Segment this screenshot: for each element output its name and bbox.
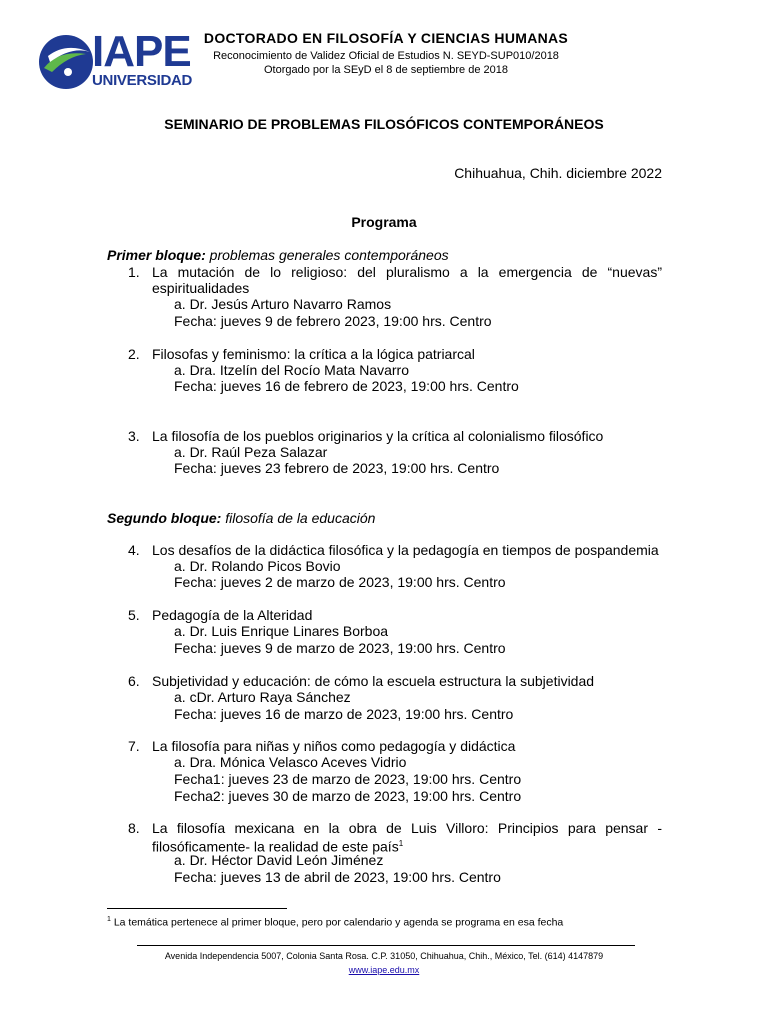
session-date: Fecha: jueves 16 de febrero de 2023, 19:00 hrs. Centro	[174, 378, 519, 394]
item-number: 2.	[128, 346, 140, 362]
speaker: a. Dr. Jesús Arturo Navarro Ramos	[174, 296, 392, 312]
item-number: 8.	[128, 820, 140, 836]
item-number: 3.	[128, 428, 140, 444]
program-heading: Programa	[351, 214, 417, 230]
block-topic: filosofía de la educación	[221, 510, 376, 526]
rvoe-line: Reconocimiento de Validez Oficial de Estudios N. SEYD-SUP010/2018	[213, 50, 559, 62]
item-title-text: filosóficamente- la realidad de este país	[152, 838, 399, 855]
item-number: 5.	[128, 607, 140, 623]
footnote	[107, 916, 563, 929]
block-label: Primer bloque:	[107, 247, 206, 263]
speaker: a. Dr. Luis Enrique Linares Borboa	[174, 623, 389, 639]
footer-divider	[137, 945, 635, 946]
session-date: Fecha: jueves 16 de marzo de 2023, 19:00 hrs. Centro	[174, 706, 514, 722]
item-title: Los desafíos de la didáctica filosófica y la pedagogía en tiempos de pospandemia	[152, 542, 659, 558]
website-link[interactable]: www.iape.edu.mx	[348, 965, 420, 975]
session-date: Fecha: jueves 9 de marzo de 2023, 19:00 hrs. Centro	[174, 640, 506, 656]
session-date: Fecha: jueves 23 febrero de 2023, 19:00 hrs. Centro	[174, 460, 500, 476]
item-number: 4.	[128, 542, 140, 558]
item-title: Pedagogía de la Alteridad	[152, 607, 313, 623]
seminar-title: SEMINARIO DE PROBLEMAS FILOSÓFICOS CONTEMPORÁNEOS	[164, 116, 604, 132]
item-number: 7.	[128, 738, 140, 754]
speaker: a. Dr. Raúl Peza Salazar	[174, 444, 328, 460]
place-date: Chihuahua, Chih. diciembre 2022	[454, 165, 662, 181]
footnote-divider	[107, 908, 287, 909]
item-title: La filosofía para niñas y niños como pedagogía y didáctica	[152, 738, 516, 754]
session-date: Fecha: jueves 2 de marzo de 2023, 19:00 hrs. Centro	[174, 574, 506, 590]
globe-icon	[38, 32, 98, 92]
session-date: Fecha2: jueves 30 de marzo de 2023, 19:00 hrs. Centro	[174, 788, 522, 804]
block-topic: problemas generales contemporáneos	[205, 247, 449, 263]
footnote-mark: 1	[107, 916, 111, 923]
granted-line: Otorgado por la SEyD el 8 de septiembre de 2018	[264, 64, 508, 76]
logo-wordmark: IAPE	[92, 27, 191, 76]
block-label: Segundo bloque:	[107, 510, 222, 526]
item-title: La mutación de lo religioso: del pluralismo a la emergencia de “nuevas”	[152, 264, 662, 280]
session-date: Fecha: jueves 9 de febrero 2023, 19:00 hrs. Centro	[174, 313, 492, 329]
speaker: a. Dra. Mónica Velasco Aceves Vidrio	[174, 754, 407, 770]
session-date: Fecha: jueves 13 de abril de 2023, 19:00 hrs. Centro	[174, 869, 501, 885]
item-title: La filosofía de los pueblos originarios y la crítica al colonialismo filosófico	[152, 428, 604, 444]
logo-subtitle: UNIVERSIDAD	[92, 72, 193, 89]
block-heading	[107, 247, 449, 263]
session-date: Fecha1: jueves 23 de marzo de 2023, 19:00 hrs. Centro	[174, 771, 522, 787]
footer-address: Avenida Independencia 5007, Colonia Santa Rosa. C.P. 31050, Chihuahua, Chih., México, Tel. (614) 4147879	[164, 951, 604, 961]
footnote-text: La temática pertenece al primer bloque, pero por calendario y agenda se programa en esa fecha	[110, 916, 564, 929]
item-number: 6.	[128, 673, 140, 689]
item-title: Filosofas y feminismo: la crítica a la lógica patriarcal	[152, 346, 475, 362]
speaker: a. Dr. Rolando Picos Bovio	[174, 558, 341, 574]
item-title: La filosofía mexicana en la obra de Luis Villoro: Principios para pensar -	[152, 820, 662, 836]
block-heading	[107, 510, 375, 526]
item-title-cont: espiritualidades	[152, 280, 250, 296]
speaker: a. Dra. Itzelín del Rocío Mata Navarro	[174, 362, 409, 378]
footnote-ref[interactable]: 1	[398, 839, 404, 848]
program-title: DOCTORADO EN FILOSOFÍA Y CIENCIAS HUMANAS	[203, 30, 569, 46]
speaker: a. cDr. Arturo Raya Sánchez	[174, 689, 351, 705]
speaker: a. Dr. Héctor David León Jiménez	[174, 852, 384, 868]
item-number: 1.	[128, 264, 140, 280]
item-title: Subjetividad y educación: de cómo la escuela estructura la subjetividad	[152, 673, 595, 689]
